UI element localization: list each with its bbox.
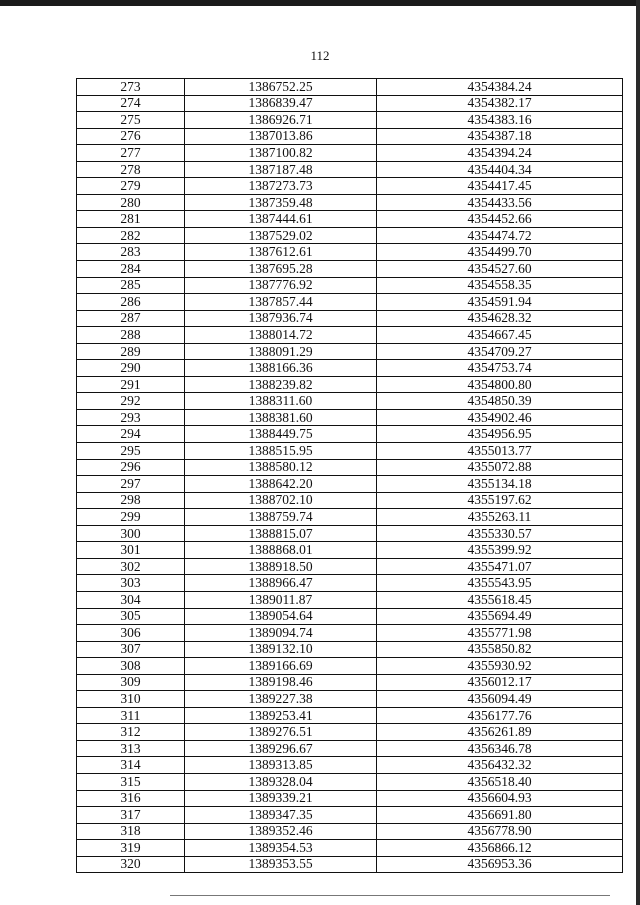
x-coordinate-cell: 1388702.10: [185, 492, 377, 509]
x-coordinate-cell: 1387444.61: [185, 211, 377, 228]
y-coordinate-cell: 4354850.39: [377, 393, 623, 410]
y-coordinate-cell: 4355930.92: [377, 658, 623, 675]
y-coordinate-cell: 4354956.95: [377, 426, 623, 443]
x-coordinate-cell: 1387359.48: [185, 194, 377, 211]
point-number-cell: 301: [77, 542, 185, 559]
x-coordinate-cell: 1387857.44: [185, 294, 377, 311]
point-number-cell: 273: [77, 79, 185, 96]
coordinates-table-body: [77, 79, 623, 873]
x-coordinate-cell: 1389011.87: [185, 591, 377, 608]
table-row: [77, 773, 623, 790]
x-coordinate-cell: 1389353.55: [185, 856, 377, 873]
point-number-cell: 280: [77, 194, 185, 211]
table-row: [77, 707, 623, 724]
table-row: [77, 426, 623, 443]
y-coordinate-cell: 4355197.62: [377, 492, 623, 509]
point-number-cell: 299: [77, 509, 185, 526]
point-number-cell: 298: [77, 492, 185, 509]
point-number-cell: 290: [77, 360, 185, 377]
y-coordinate-cell: 4356261.89: [377, 724, 623, 741]
x-coordinate-cell: 1388014.72: [185, 327, 377, 344]
y-coordinate-cell: 4356866.12: [377, 840, 623, 857]
point-number-cell: 284: [77, 261, 185, 278]
x-coordinate-cell: 1388166.36: [185, 360, 377, 377]
point-number-cell: 303: [77, 575, 185, 592]
y-coordinate-cell: 4354753.74: [377, 360, 623, 377]
y-coordinate-cell: 4354800.80: [377, 376, 623, 393]
point-number-cell: 315: [77, 773, 185, 790]
y-coordinate-cell: 4356604.93: [377, 790, 623, 807]
table-row: [77, 178, 623, 195]
point-number-cell: 278: [77, 161, 185, 178]
y-coordinate-cell: 4355263.11: [377, 509, 623, 526]
y-coordinate-cell: 4355134.18: [377, 476, 623, 493]
x-coordinate-cell: 1389354.53: [185, 840, 377, 857]
y-coordinate-cell: 4356012.17: [377, 674, 623, 691]
point-number-cell: 306: [77, 625, 185, 642]
point-number-cell: 302: [77, 558, 185, 575]
y-coordinate-cell: 4355618.45: [377, 591, 623, 608]
table-row: [77, 476, 623, 493]
y-coordinate-cell: 4356346.78: [377, 740, 623, 757]
x-coordinate-cell: 1387529.02: [185, 227, 377, 244]
table-row: [77, 112, 623, 129]
point-number-cell: 275: [77, 112, 185, 129]
point-number-cell: 319: [77, 840, 185, 857]
y-coordinate-cell: 4355330.57: [377, 525, 623, 542]
point-number-cell: 279: [77, 178, 185, 195]
table-row: [77, 658, 623, 675]
table-row: [77, 194, 623, 211]
point-number-cell: 292: [77, 393, 185, 410]
x-coordinate-cell: 1389227.38: [185, 691, 377, 708]
table-row: [77, 343, 623, 360]
x-coordinate-cell: 1389347.35: [185, 807, 377, 824]
x-coordinate-cell: 1388515.95: [185, 443, 377, 460]
y-coordinate-cell: 4355850.82: [377, 641, 623, 658]
x-coordinate-cell: 1387273.73: [185, 178, 377, 195]
point-number-cell: 289: [77, 343, 185, 360]
point-number-cell: 293: [77, 409, 185, 426]
table-row: [77, 492, 623, 509]
x-coordinate-cell: 1388815.07: [185, 525, 377, 542]
y-coordinate-cell: 4356432.32: [377, 757, 623, 774]
point-number-cell: 282: [77, 227, 185, 244]
table-row: [77, 691, 623, 708]
page-number: 112: [310, 48, 330, 63]
point-number-cell: 310: [77, 691, 185, 708]
point-number-cell: 300: [77, 525, 185, 542]
table-row: [77, 625, 623, 642]
y-coordinate-cell: 4354452.66: [377, 211, 623, 228]
point-number-cell: 274: [77, 95, 185, 112]
point-number-cell: 296: [77, 459, 185, 476]
y-coordinate-cell: 4354384.24: [377, 79, 623, 96]
x-coordinate-cell: 1386752.25: [185, 79, 377, 96]
point-number-cell: 295: [77, 443, 185, 460]
x-coordinate-cell: 1389352.46: [185, 823, 377, 840]
y-coordinate-cell: 4356518.40: [377, 773, 623, 790]
table-row: [77, 525, 623, 542]
table-row: [77, 128, 623, 145]
x-coordinate-cell: 1388449.75: [185, 426, 377, 443]
y-coordinate-cell: 4355771.98: [377, 625, 623, 642]
point-number-cell: 308: [77, 658, 185, 675]
x-coordinate-cell: 1388966.47: [185, 575, 377, 592]
y-coordinate-cell: 4354628.32: [377, 310, 623, 327]
x-coordinate-cell: 1389094.74: [185, 625, 377, 642]
y-coordinate-cell: 4354387.18: [377, 128, 623, 145]
table-row: [77, 591, 623, 608]
point-number-cell: 305: [77, 608, 185, 625]
table-row: [77, 393, 623, 410]
y-coordinate-cell: 4354417.45: [377, 178, 623, 195]
table-row: [77, 310, 623, 327]
y-coordinate-cell: 4356778.90: [377, 823, 623, 840]
table-row: [77, 641, 623, 658]
x-coordinate-cell: 1388580.12: [185, 459, 377, 476]
table-row: [77, 790, 623, 807]
x-coordinate-cell: 1389198.46: [185, 674, 377, 691]
table-row: [77, 856, 623, 873]
x-coordinate-cell: 1388381.60: [185, 409, 377, 426]
x-coordinate-cell: 1388868.01: [185, 542, 377, 559]
point-number-cell: 294: [77, 426, 185, 443]
y-coordinate-cell: 4354433.56: [377, 194, 623, 211]
point-number-cell: 286: [77, 294, 185, 311]
x-coordinate-cell: 1387013.86: [185, 128, 377, 145]
x-coordinate-cell: 1387187.48: [185, 161, 377, 178]
point-number-cell: 314: [77, 757, 185, 774]
y-coordinate-cell: 4354383.16: [377, 112, 623, 129]
scan-border-bottom: [170, 895, 610, 896]
point-number-cell: 313: [77, 740, 185, 757]
y-coordinate-cell: 4355399.92: [377, 542, 623, 559]
x-coordinate-cell: 1387612.61: [185, 244, 377, 261]
table-row: [77, 608, 623, 625]
y-coordinate-cell: 4354667.45: [377, 327, 623, 344]
point-number-cell: 317: [77, 807, 185, 824]
y-coordinate-cell: 4355471.07: [377, 558, 623, 575]
point-number-cell: 276: [77, 128, 185, 145]
table-row: [77, 145, 623, 162]
y-coordinate-cell: 4356177.76: [377, 707, 623, 724]
table-row: [77, 674, 623, 691]
table-row: [77, 161, 623, 178]
x-coordinate-cell: 1388918.50: [185, 558, 377, 575]
table-row: [77, 409, 623, 426]
table-row: [77, 757, 623, 774]
point-number-cell: 311: [77, 707, 185, 724]
point-number-cell: 283: [77, 244, 185, 261]
scan-border-top: [0, 0, 640, 6]
table-row: [77, 740, 623, 757]
point-number-cell: 297: [77, 476, 185, 493]
y-coordinate-cell: 4354709.27: [377, 343, 623, 360]
y-coordinate-cell: 4354382.17: [377, 95, 623, 112]
point-number-cell: 309: [77, 674, 185, 691]
x-coordinate-cell: 1389296.67: [185, 740, 377, 757]
point-number-cell: 277: [77, 145, 185, 162]
table-row: [77, 807, 623, 824]
x-coordinate-cell: 1386839.47: [185, 95, 377, 112]
y-coordinate-cell: 4354394.24: [377, 145, 623, 162]
point-number-cell: 307: [77, 641, 185, 658]
y-coordinate-cell: 4354527.60: [377, 261, 623, 278]
point-number-cell: 318: [77, 823, 185, 840]
coordinates-table: [76, 78, 623, 873]
table-row: [77, 244, 623, 261]
x-coordinate-cell: 1389166.69: [185, 658, 377, 675]
y-coordinate-cell: 4355013.77: [377, 443, 623, 460]
table-row: [77, 724, 623, 741]
x-coordinate-cell: 1389132.10: [185, 641, 377, 658]
y-coordinate-cell: 4356953.36: [377, 856, 623, 873]
table-row: [77, 542, 623, 559]
table-row: [77, 227, 623, 244]
x-coordinate-cell: 1387776.92: [185, 277, 377, 294]
y-coordinate-cell: 4354474.72: [377, 227, 623, 244]
x-coordinate-cell: 1389313.85: [185, 757, 377, 774]
y-coordinate-cell: 4355072.88: [377, 459, 623, 476]
point-number-cell: 312: [77, 724, 185, 741]
x-coordinate-cell: 1389339.21: [185, 790, 377, 807]
x-coordinate-cell: 1389328.04: [185, 773, 377, 790]
x-coordinate-cell: 1388759.74: [185, 509, 377, 526]
table-row: [77, 376, 623, 393]
y-coordinate-cell: 4354558.35: [377, 277, 623, 294]
table-row: [77, 823, 623, 840]
x-coordinate-cell: 1386926.71: [185, 112, 377, 129]
point-number-cell: 285: [77, 277, 185, 294]
point-number-cell: 291: [77, 376, 185, 393]
scan-border-right: [636, 0, 640, 905]
x-coordinate-cell: 1387100.82: [185, 145, 377, 162]
x-coordinate-cell: 1389054.64: [185, 608, 377, 625]
table-row: [77, 575, 623, 592]
y-coordinate-cell: 4354499.70: [377, 244, 623, 261]
table-row: [77, 840, 623, 857]
point-number-cell: 287: [77, 310, 185, 327]
table-row: [77, 95, 623, 112]
x-coordinate-cell: 1389253.41: [185, 707, 377, 724]
point-number-cell: 316: [77, 790, 185, 807]
y-coordinate-cell: 4355543.95: [377, 575, 623, 592]
table-row: [77, 327, 623, 344]
x-coordinate-cell: 1388091.29: [185, 343, 377, 360]
table-row: [77, 459, 623, 476]
x-coordinate-cell: 1388642.20: [185, 476, 377, 493]
point-number-cell: 288: [77, 327, 185, 344]
table-row: [77, 509, 623, 526]
y-coordinate-cell: 4354591.94: [377, 294, 623, 311]
y-coordinate-cell: 4355694.49: [377, 608, 623, 625]
table-row: [77, 443, 623, 460]
table-row: [77, 558, 623, 575]
y-coordinate-cell: 4356094.49: [377, 691, 623, 708]
y-coordinate-cell: 4354902.46: [377, 409, 623, 426]
x-coordinate-cell: 1389276.51: [185, 724, 377, 741]
table-row: [77, 277, 623, 294]
point-number-cell: 320: [77, 856, 185, 873]
y-coordinate-cell: 4354404.34: [377, 161, 623, 178]
table-row: [77, 360, 623, 377]
x-coordinate-cell: 1388311.60: [185, 393, 377, 410]
x-coordinate-cell: 1387695.28: [185, 261, 377, 278]
y-coordinate-cell: 4356691.80: [377, 807, 623, 824]
table-row: [77, 261, 623, 278]
x-coordinate-cell: 1388239.82: [185, 376, 377, 393]
table-row: [77, 294, 623, 311]
x-coordinate-cell: 1387936.74: [185, 310, 377, 327]
table-row: [77, 79, 623, 96]
table-row: [77, 211, 623, 228]
point-number-cell: 281: [77, 211, 185, 228]
point-number-cell: 304: [77, 591, 185, 608]
